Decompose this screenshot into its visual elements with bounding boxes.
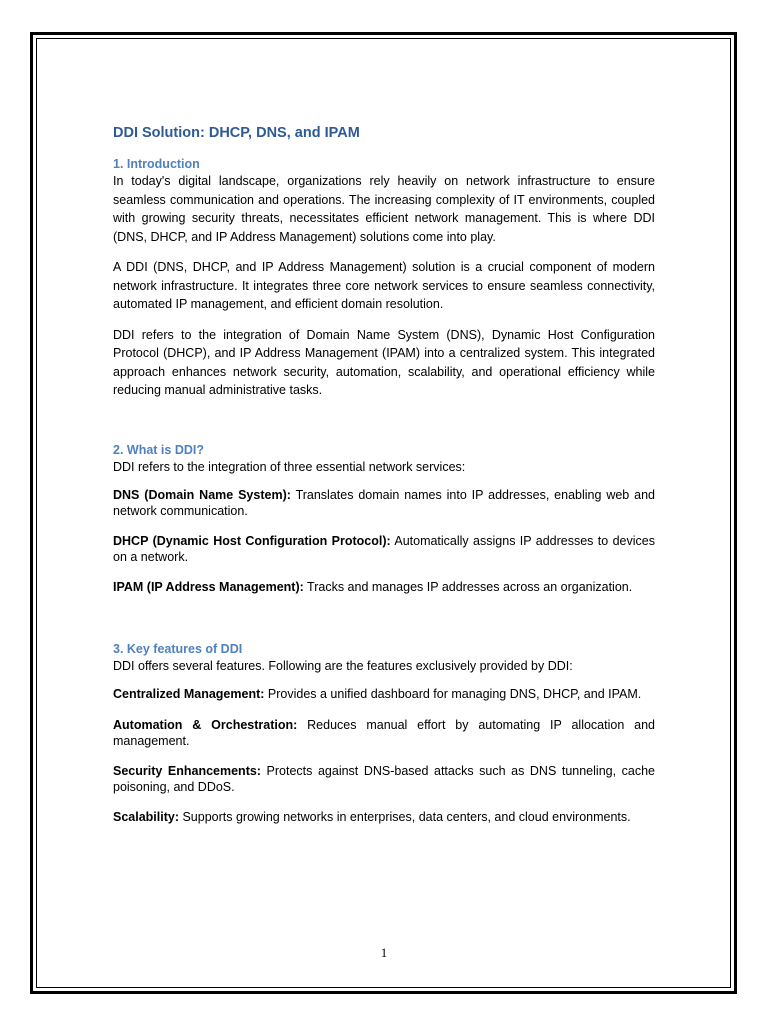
paragraph: A DDI (DNS, DHCP, and IP Address Management) solution is a crucial component of modern network infrastructure. It integrates three core network services to ensure seamless connectivity, automated IP management, and efficient domain resolution. [113, 260, 655, 311]
section-intro: DDI refers to the integration of three essential network services: [113, 459, 466, 474]
section-intro: DDI offers several features. Following are the features exclusively provided by DDI: [113, 658, 573, 673]
section-what-is-ddi [113, 442, 655, 596]
feature-desc: Reduces manual effort by automating IP allocation and management. [113, 718, 655, 748]
definition-desc: Automatically assigns IP addresses to devices on a network. [113, 534, 655, 564]
definition-term: DHCP (Dynamic Host Configuration Protocol): [113, 534, 391, 549]
paragraph: In today's digital landscape, organizations rely heavily on network infrastructure to ensure seamless communication and operations. The increasing complexity of IT environments, coupled with growing security threats, necessitates efficient network management. This is where DDI (DNS, DHCP, and IP Address Management) solutions come into play. [113, 174, 655, 244]
section-heading: 3. Key features of DDI [113, 641, 243, 656]
feature-term: Security Enhancements: [113, 764, 261, 779]
feature-desc: Protects against DNS-based attacks such as DNS tunneling, cache poisoning, and DDoS. [113, 764, 655, 794]
definition-item [113, 488, 655, 519]
document-body [113, 125, 655, 841]
section-heading: 1. Introduction [113, 157, 200, 171]
definition-term: IPAM (IP Address Management): [113, 580, 304, 595]
definition-desc: Tracks and manages IP addresses across an organization. [303, 580, 633, 595]
page-number: 1 [380, 945, 388, 960]
document-title: DDI Solution: DHCP, DNS, and IPAM [113, 125, 360, 141]
section-key-features [113, 641, 655, 826]
paragraph: DDI refers to the integration of Domain Name System (DNS), Dynamic Host Configuration Protocol (DHCP), and IP Address Management (IPAM) into a centralized system. This integrated approach enhances network security, automation, scalability, and operational efficiency while reducing manual administrative tasks. [113, 327, 655, 397]
definition-term: DNS (Domain Name System): [113, 488, 291, 502]
feature-item [113, 687, 655, 703]
definition-item [113, 580, 655, 596]
feature-term: Scalability: [113, 810, 179, 825]
feature-desc: Provides a unified dashboard for managing DNS, DHCP, and IPAM. [264, 687, 642, 702]
feature-term: Centralized Management: [113, 687, 265, 702]
feature-desc: Supports growing networks in enterprises, data centers, and cloud environments. [179, 810, 631, 825]
feature-term: Automation & Orchestration: [113, 718, 298, 733]
definition-item [113, 534, 655, 565]
section-introduction [113, 156, 655, 400]
feature-item [113, 718, 655, 749]
section-heading: 2. What is DDI? [113, 442, 204, 457]
feature-item [113, 764, 655, 795]
definition-desc: Translates domain names into IP addresses, enabling web and network communication. [113, 488, 656, 518]
feature-item [113, 810, 655, 826]
